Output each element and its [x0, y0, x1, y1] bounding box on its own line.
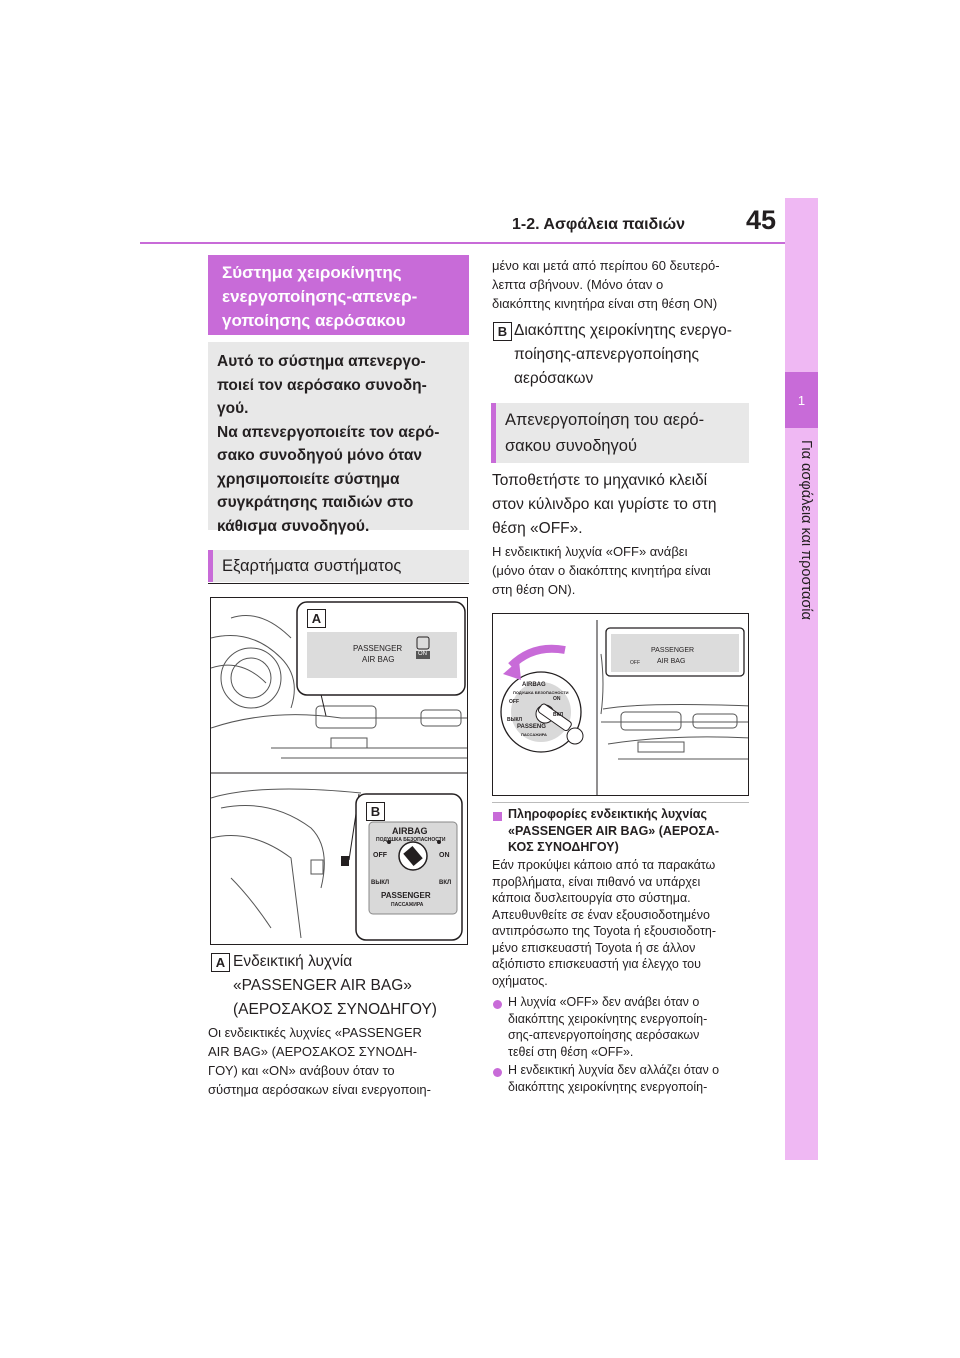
desc-line: λεπτα σβήνουν. (Μόνο όταν ο: [492, 277, 664, 292]
info-square-icon: [493, 812, 502, 821]
heading-line: σακου συνοδηγού: [505, 437, 637, 455]
warning-box: [208, 342, 469, 535]
info-heading: [508, 806, 719, 856]
item-b-line: ποίησης-απενεργοποίησης: [514, 346, 699, 363]
chapter-title: Για ασφάλεια και προστασία: [798, 440, 814, 620]
warning-line: Αυτό το σύστημα απενεργο-: [217, 353, 426, 370]
switch-on-text: ON: [553, 696, 561, 702]
bullet-line: διακόπτης χειροκίνητης ενεργοποίη-: [508, 1079, 708, 1094]
switch-russian-text: ПОДУШКА БЕЗОПАСНОСТИ: [376, 837, 446, 843]
item-a-description: [208, 1023, 431, 1099]
note-line: (μόνο όταν ο διακόπτης κινητήρα είναι: [492, 563, 711, 578]
switch-airbag-text: AIRBAG: [392, 826, 428, 836]
warning-line: σακο συνοδηγού μόνο όταν: [217, 447, 423, 464]
bullet-line: Η ενδεικτική λυχνία δεν αλλάζει όταν ο: [508, 1063, 720, 1077]
bullet-dot-icon: [493, 1068, 502, 1077]
item-b-title: [514, 319, 732, 391]
bullet-dot-icon: [493, 1000, 502, 1009]
info-line: αντιπρόσωπο της Toyota ή εξουσιοδοτη-: [492, 924, 717, 938]
switch-russian-text-2: ПАССАЖИРА: [521, 732, 547, 737]
indicator-passenger-text: PASSENGER: [651, 647, 695, 654]
switch-airbag-text: AIRBAG: [522, 682, 546, 688]
switch-vykl-text: ВЫКЛ: [507, 717, 523, 723]
indicator-airbag-text: AIR BAG: [657, 658, 686, 665]
manual-switch-heading: [208, 255, 469, 335]
warning-line: γού.: [217, 400, 249, 417]
info-heading-line: Πληροφορίες ενδεικτικής λυχνίας: [508, 807, 707, 821]
components-heading: Εξαρτήματα συστήματος: [208, 550, 469, 582]
switch-passenger-text: PASSENG: [517, 724, 546, 730]
switch-vkl-text: ВКЛ: [553, 712, 564, 718]
bullet-line: σης-απενεργοποίησης αερόσακων: [508, 1028, 700, 1042]
note-line: Η ενδεικτική λυχνία «OFF» ανάβει: [492, 544, 688, 559]
item-a-line: Ενδεικτική λυχνία: [233, 953, 353, 970]
switch-off-text: OFF: [373, 852, 387, 859]
header-rule: [140, 242, 785, 244]
deactivation-heading: [491, 403, 749, 463]
bullet-line: Η λυχνία «OFF» δεν ανάβει όταν ο: [508, 995, 700, 1009]
indicator-airbag-text: AIR BAG: [362, 655, 395, 664]
item-a-description-cont: [492, 256, 720, 313]
note-line: στη θέση ON).: [492, 582, 576, 597]
info-line: οχήματος.: [492, 973, 548, 988]
switch-vykl-text: ВЫКЛ: [371, 880, 390, 886]
desc-line: AIR BAG» (ΑΕΡΟΣΑΚΟΣ ΣΥΝΟΔΗ-: [208, 1044, 418, 1059]
warning-line: κάθισμα συνοδηγού.: [217, 517, 370, 535]
item-b-line: Διακόπτης χειροκίνητης ενεργο-: [514, 322, 732, 339]
desc-line: σύστημα αερόσακων είναι ενεργοποιη-: [208, 1082, 431, 1097]
warning-line: Να απενεργοποιείτε τον αερό-: [217, 423, 440, 441]
desc-line: ΓΟΥ) και «ON» ανάβουν όταν το: [208, 1063, 395, 1078]
desc-line: μένο και μετά από περίπου 60 δευτερό-: [492, 258, 720, 273]
switch-russian-text-2: ПАССАЖИРА: [391, 902, 424, 908]
indicator-passenger-text: PASSENGER: [353, 644, 403, 653]
bullet-line: διακόπτης χειροκίνητης ενεργοποίη-: [508, 1011, 708, 1026]
bullet-item-1: [508, 994, 707, 1060]
switch-off-text: OFF: [509, 699, 519, 705]
instruction-line: Τοποθετήστε το μηχανικό κλειδί: [492, 472, 708, 489]
heading-line: Σύστημα χειροκίνητης: [222, 263, 402, 282]
key-switch-illustration: [493, 614, 749, 796]
bullet-item-2: [508, 1062, 719, 1095]
info-line: κάποια δυσλειτουργία στο σύστημα.: [492, 891, 691, 905]
note-text: [492, 542, 711, 599]
info-heading-line: «PASSENGER AIR BAG» (ΑΕΡΟΣΑ-: [508, 823, 720, 838]
section-title: 1-2. Ασφάλεια παιδιών: [512, 216, 686, 233]
instruction-line: θέση «OFF».: [492, 520, 583, 537]
switch-russian-text: ПОДУШКА БЕЗОПАСНОСТИ: [513, 690, 569, 695]
instruction-text: [492, 469, 717, 541]
info-line: προβλήματα, είναι πιθανό να υπάρχει: [492, 874, 701, 889]
item-b-label: B: [493, 322, 512, 341]
indicator-on-text: ON: [418, 651, 427, 657]
figure-label-b: B: [366, 802, 385, 821]
heading-line: Απενεργοποίηση του αερό-: [505, 411, 705, 429]
deactivation-figure: [492, 613, 749, 796]
item-a-line: (ΑΕΡΟΣΑΚΟΣ ΣΥΝΟΔΗΓΟΥ): [233, 1001, 437, 1018]
heading-line: ενεργοποίησης-απενερ-: [222, 287, 418, 306]
side-tab: [785, 198, 818, 1160]
info-line: Εάν προκύψει κάποιο από τα παρακάτω: [492, 858, 716, 872]
warning-line: συγκράτησης παιδιών στο: [217, 494, 414, 511]
page-number: 45: [746, 205, 777, 235]
heading-rule: [208, 583, 469, 584]
bullet-line: τεθεί στη θέση «OFF».: [508, 1044, 634, 1059]
info-line: αξιόπιστο επισκευαστή για έλεγχο του: [492, 957, 701, 971]
info-rule: [492, 802, 749, 803]
item-a-label: A: [211, 953, 230, 972]
warning-line: ποιεί τον αερόσακο συνοδη-: [217, 376, 427, 394]
indicator-off-text: OFF: [630, 660, 640, 666]
heading-line: γοποίησης αερόσακου: [222, 311, 406, 330]
components-figure: [210, 597, 468, 945]
figure-label-a: A: [307, 609, 326, 628]
desc-line: Οι ενδεικτικές λυχνίες «PASSENGER: [208, 1025, 422, 1040]
info-line: μένο επισκευαστή Toyota ή σε άλλον: [492, 940, 696, 955]
item-a-title: [233, 950, 437, 1022]
switch-vkl-text: ВКЛ: [439, 880, 452, 886]
info-body: [492, 857, 716, 989]
warning-line: χρησιμοποιείτε σύστημα: [217, 470, 400, 488]
chapter-number: 1: [785, 372, 818, 428]
switch-on-text: ON: [439, 852, 450, 859]
instruction-line: στον κύλινδρο και γυρίστε το στη: [492, 496, 717, 513]
switch-passenger-text: PASSENGER: [381, 891, 431, 900]
desc-line: διακόπτης κινητήρα είναι στη θέση ON): [492, 296, 718, 311]
info-heading-line: ΚΟΣ ΣΥΝΟΔΗΓΟΥ): [508, 840, 619, 854]
item-a-line: «PASSENGER AIR BAG»: [233, 977, 412, 994]
info-line: Απευθυνθείτε σε έναν εξουσιοδοτημένο: [492, 907, 710, 922]
item-b-line: αερόσακων: [514, 370, 594, 387]
